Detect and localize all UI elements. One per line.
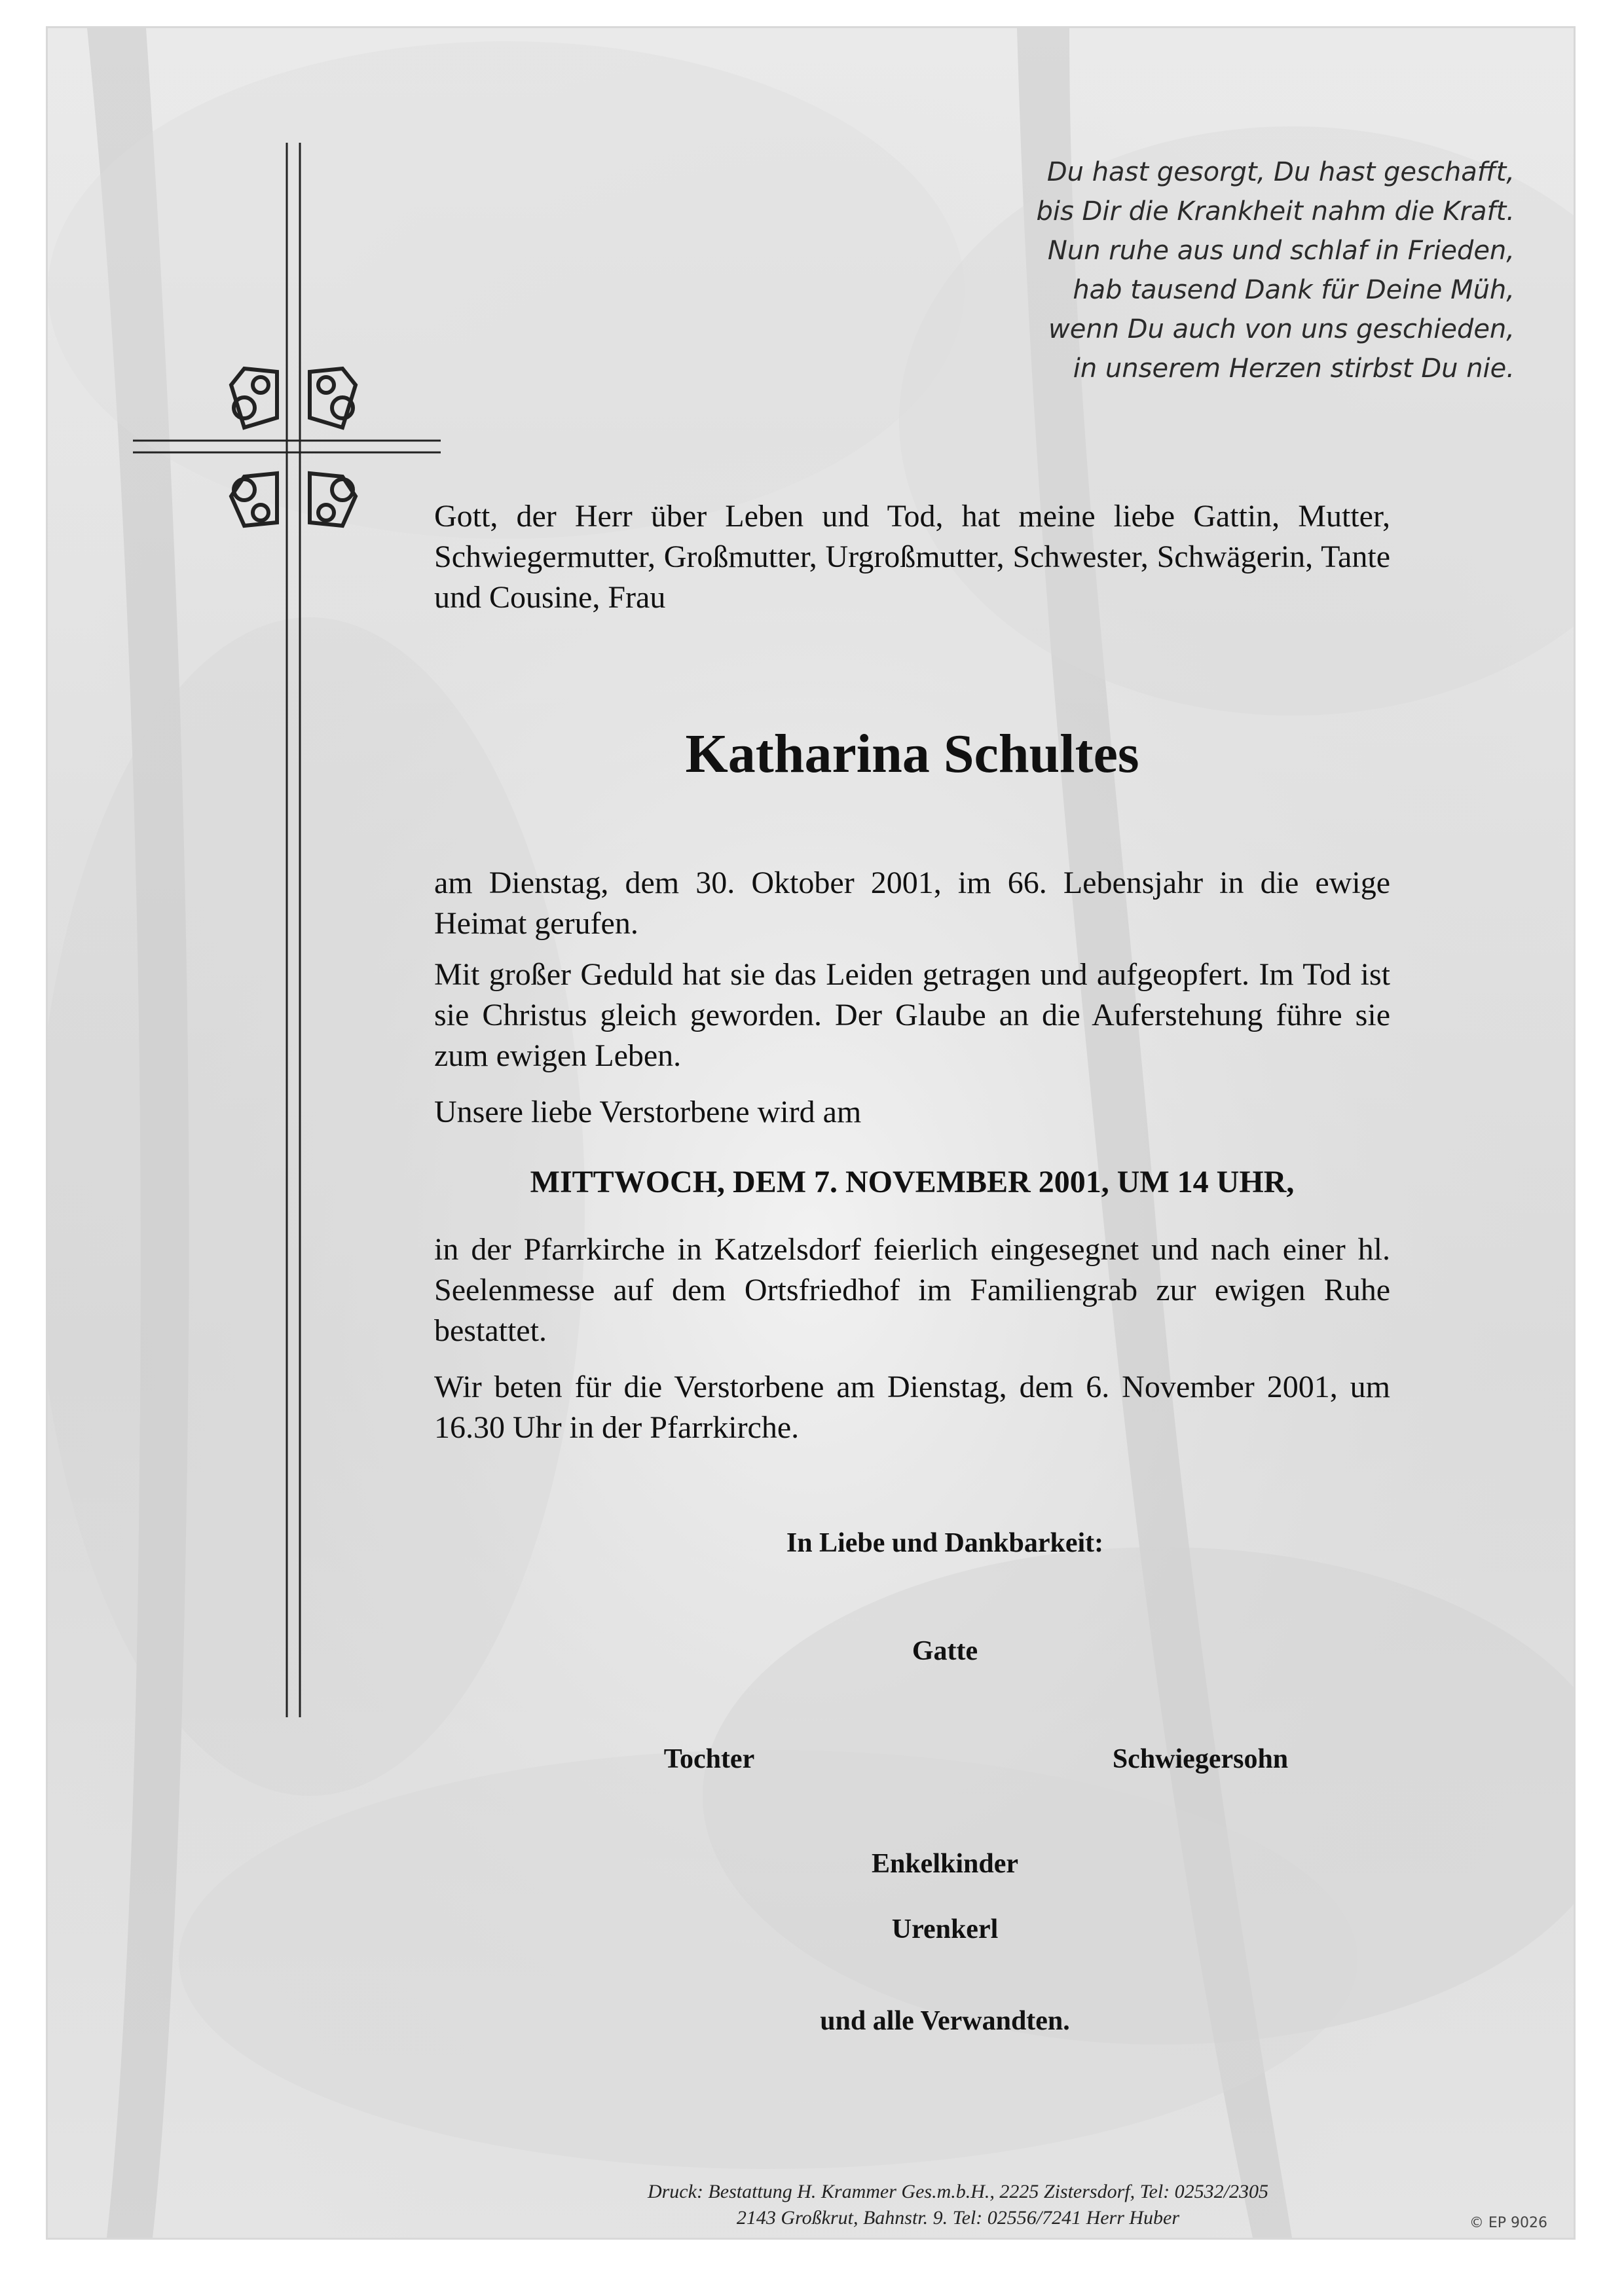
faith-paragraph: Mit großer Geduld hat sie das Leiden getragen und aufgeopfert. Im Tod ist sie Christus gleich geworden. Der Glaube an die Auferstehung führe sie zum ewigen Leben. — [434, 957, 1390, 1073]
mourner-grandchildren: Enkelkinder — [871, 1849, 1019, 1879]
poem-line: wenn Du auch von uns geschieden, — [1048, 314, 1515, 344]
poem-line: hab tausend Dank für Deine Müh, — [1073, 275, 1515, 305]
poem-line: Nun ruhe aus und schlaf in Frieden, — [1047, 236, 1515, 266]
funeral-details-paragraph: in der Pfarrkirche in Katzelsdorf feierlich eingesegnet und nach einer hl. Seelenmesse auf dem Ortsfriedhof im Familiengrab zur ewigen Ruhe bestattet. — [434, 1232, 1390, 1348]
footer-line: 2143 Großkrut, Bahnstr. 9. Tel: 02556/7241 Herr Huber — [736, 2207, 1180, 2229]
obituary-page — [46, 26, 1576, 2240]
funeral-date: MITTWOCH, DEM 7. NOVEMBER 2001, UM 14 UHR, — [530, 1165, 1295, 1199]
mourner-son-in-law: Schwiegersohn — [1112, 1744, 1289, 1774]
mourner-daughter: Tochter — [663, 1744, 755, 1774]
deceased-name: Katharina Schultes — [685, 723, 1139, 784]
footer-line: Druck: Bestattung H. Krammer Ges.m.b.H., 2225 Zistersdorf, Tel: 02532/2305 — [647, 2181, 1269, 2202]
mourner-spouse: Gatte — [912, 1636, 978, 1666]
prayer-paragraph: Wir beten für die Verstorbene am Dienstag, dem 6. November 2001, um 16.30 Uhr in der Pfarrkirche. — [434, 1370, 1390, 1445]
printer-footer — [506, 2179, 1410, 2231]
poem-line: Du hast gesorgt, Du hast geschafft, — [1046, 157, 1515, 187]
mourner-great-grandchildren: Urenkerl — [891, 1914, 999, 1944]
poem-line: bis Dir die Krankheit nahm die Kraft. — [1036, 196, 1515, 227]
death-date-paragraph: am Dienstag, dem 30. Oktober 2001, im 66. Lebensjahr in die ewige Heimat gerufen. — [434, 866, 1390, 941]
template-code: © EP 9026 — [1469, 2215, 1547, 2231]
intro-paragraph: Gott, der Herr über Leben und Tod, hat meine liebe Gattin, Mutter, Schwiegermutter, Großmutter, Urgroßmutter, Schwester, Schwägerin, Tante und Cousine, Frau — [434, 499, 1390, 615]
mourners-heading: In Liebe und Dankbarkeit: — [786, 1528, 1104, 1558]
funeral-intro-paragraph: Unsere liebe Verstorbene wird am — [434, 1095, 862, 1129]
poem — [860, 153, 1515, 388]
mourner-relatives: und alle Verwandten. — [820, 2006, 1070, 2036]
poem-line: in unserem Herzen stirbst Du nie. — [1073, 354, 1515, 384]
